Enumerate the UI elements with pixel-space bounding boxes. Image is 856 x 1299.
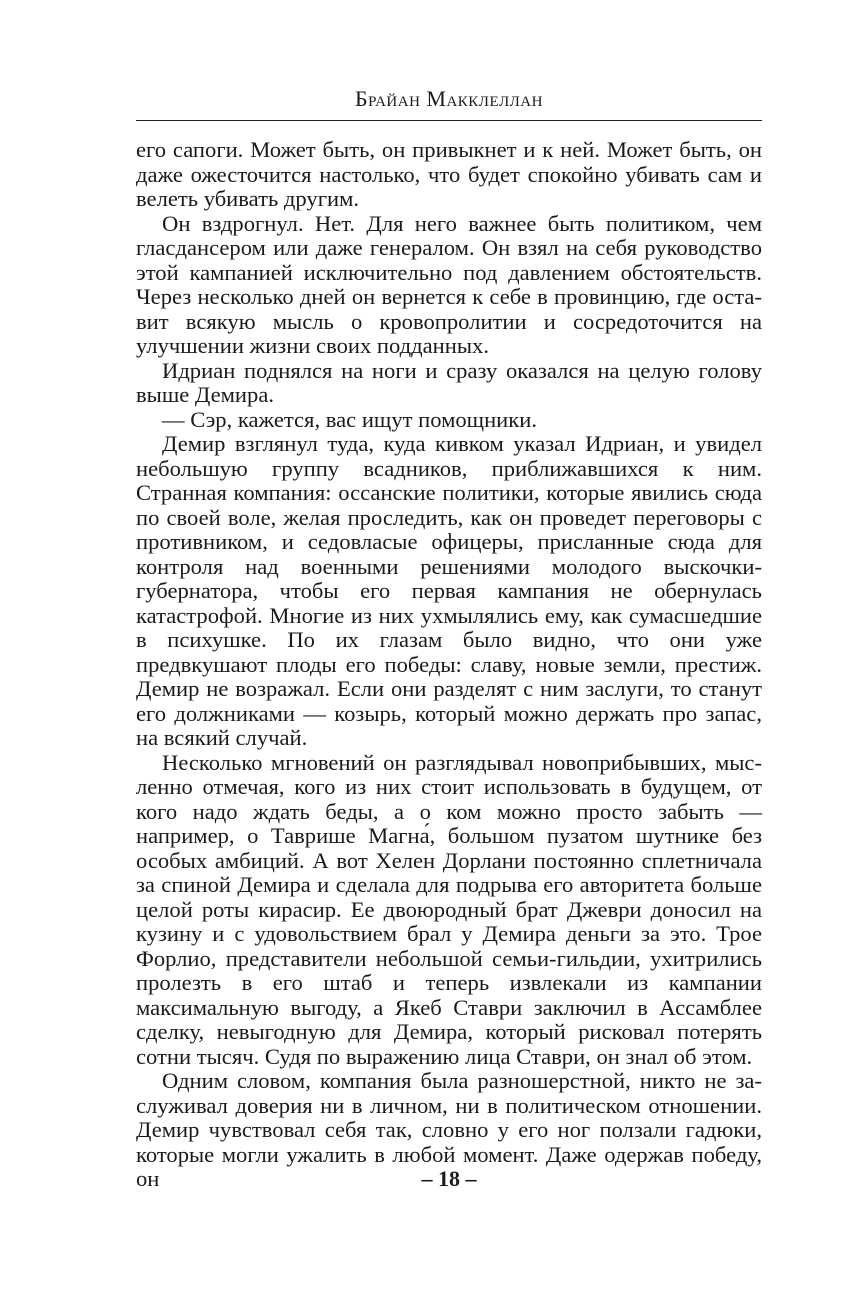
paragraph: Одним словом, компания была разношерстной, никто не заслуживал доверия ни в личном, ни в политическом отношении. Демир чувствовал себя так, словно у его ног ползали гадюки, которые могли ужалить в любой момент. Даже одержав победу, он bbox=[136, 1068, 762, 1191]
running-head-author: Брайан Макклеллан bbox=[355, 86, 543, 111]
header-rule bbox=[136, 120, 762, 121]
paragraph: Демир взглянул туда, куда кивком указал Идриан, и увидел небольшую группу всадников, приближавшихся к ним. Странная компания: оссанские политики, которые явились сюда по своей воле, желая проследить, как он проведет переговоры с противником, и седовласые офицеры, присланные сюда для контроля над военными решениями молодого выскочки-губернатора, чтобы его первая кампания не обернулась катастрофой. Многие из них ухмылялись ему, как сумасшедшие в психушке. По их глазам было видно, что они уже предвкушают плоды его победы: славу, новые земли, престиж. Демир не возражал. Если они разделят с ним заслуги, то станут его должниками — козырь, который можно держать про запас, на всякий случай. bbox=[136, 431, 762, 750]
paragraph: Он вздрогнул. Нет. Для него важнее быть политиком, чем гласдансером или даже генералом. Он взял на себя руководство этой кампанией исключительно под давлением обстоятельств. Через несколько дней он вернется к себе в провинцию, где оставит всякую мысль о кровопролитии и сосредоточится на улучшении жизни своих подданных. bbox=[136, 210, 762, 358]
body-text bbox=[136, 138, 762, 1192]
page-number: – 18 – bbox=[421, 1166, 477, 1191]
paragraph-continued: его сапоги. Может быть, он привыкнет и к ней. Может быть, он даже ожесточится настолько, что будет спокойно убивать сам и велеть убивать другим. bbox=[136, 137, 762, 211]
paragraph-dialogue: — Сэр, кажется, вас ищут помощники. bbox=[162, 406, 537, 432]
paragraph: Несколько мгновений он разглядывал новоприбывших, мысленно отмечая, кого из них стоит использовать в будущем, от кого надо ждать беды, а о ком можно просто забыть — например, о Таврише Магна́, большом пузатом шутнике без особых амбиций. А вот Хелен Дорлани постоянно сплетничала за спиной Демира и сделала для подрыва его авторитета больше целой роты кирасир. Ее двоюродный брат Джеври доносил на кузину и с удовольствием брал у Демира деньги за это. Трое Форлио, представители небольшой семьи-гильдии, ухитрились пролезть в его штаб и теперь извлекали из кампании максимальную выгоду, а Якеб Ставри заключил в Ассамблее сделку, невыгодную для Демира, который рисковал потерять сотни тысяч. Судя по выражению лица Ставри, он знал об этом. bbox=[136, 749, 762, 1069]
paragraph: Идриан поднялся на ноги и сразу оказался на целую голову выше Демира. bbox=[136, 357, 762, 407]
